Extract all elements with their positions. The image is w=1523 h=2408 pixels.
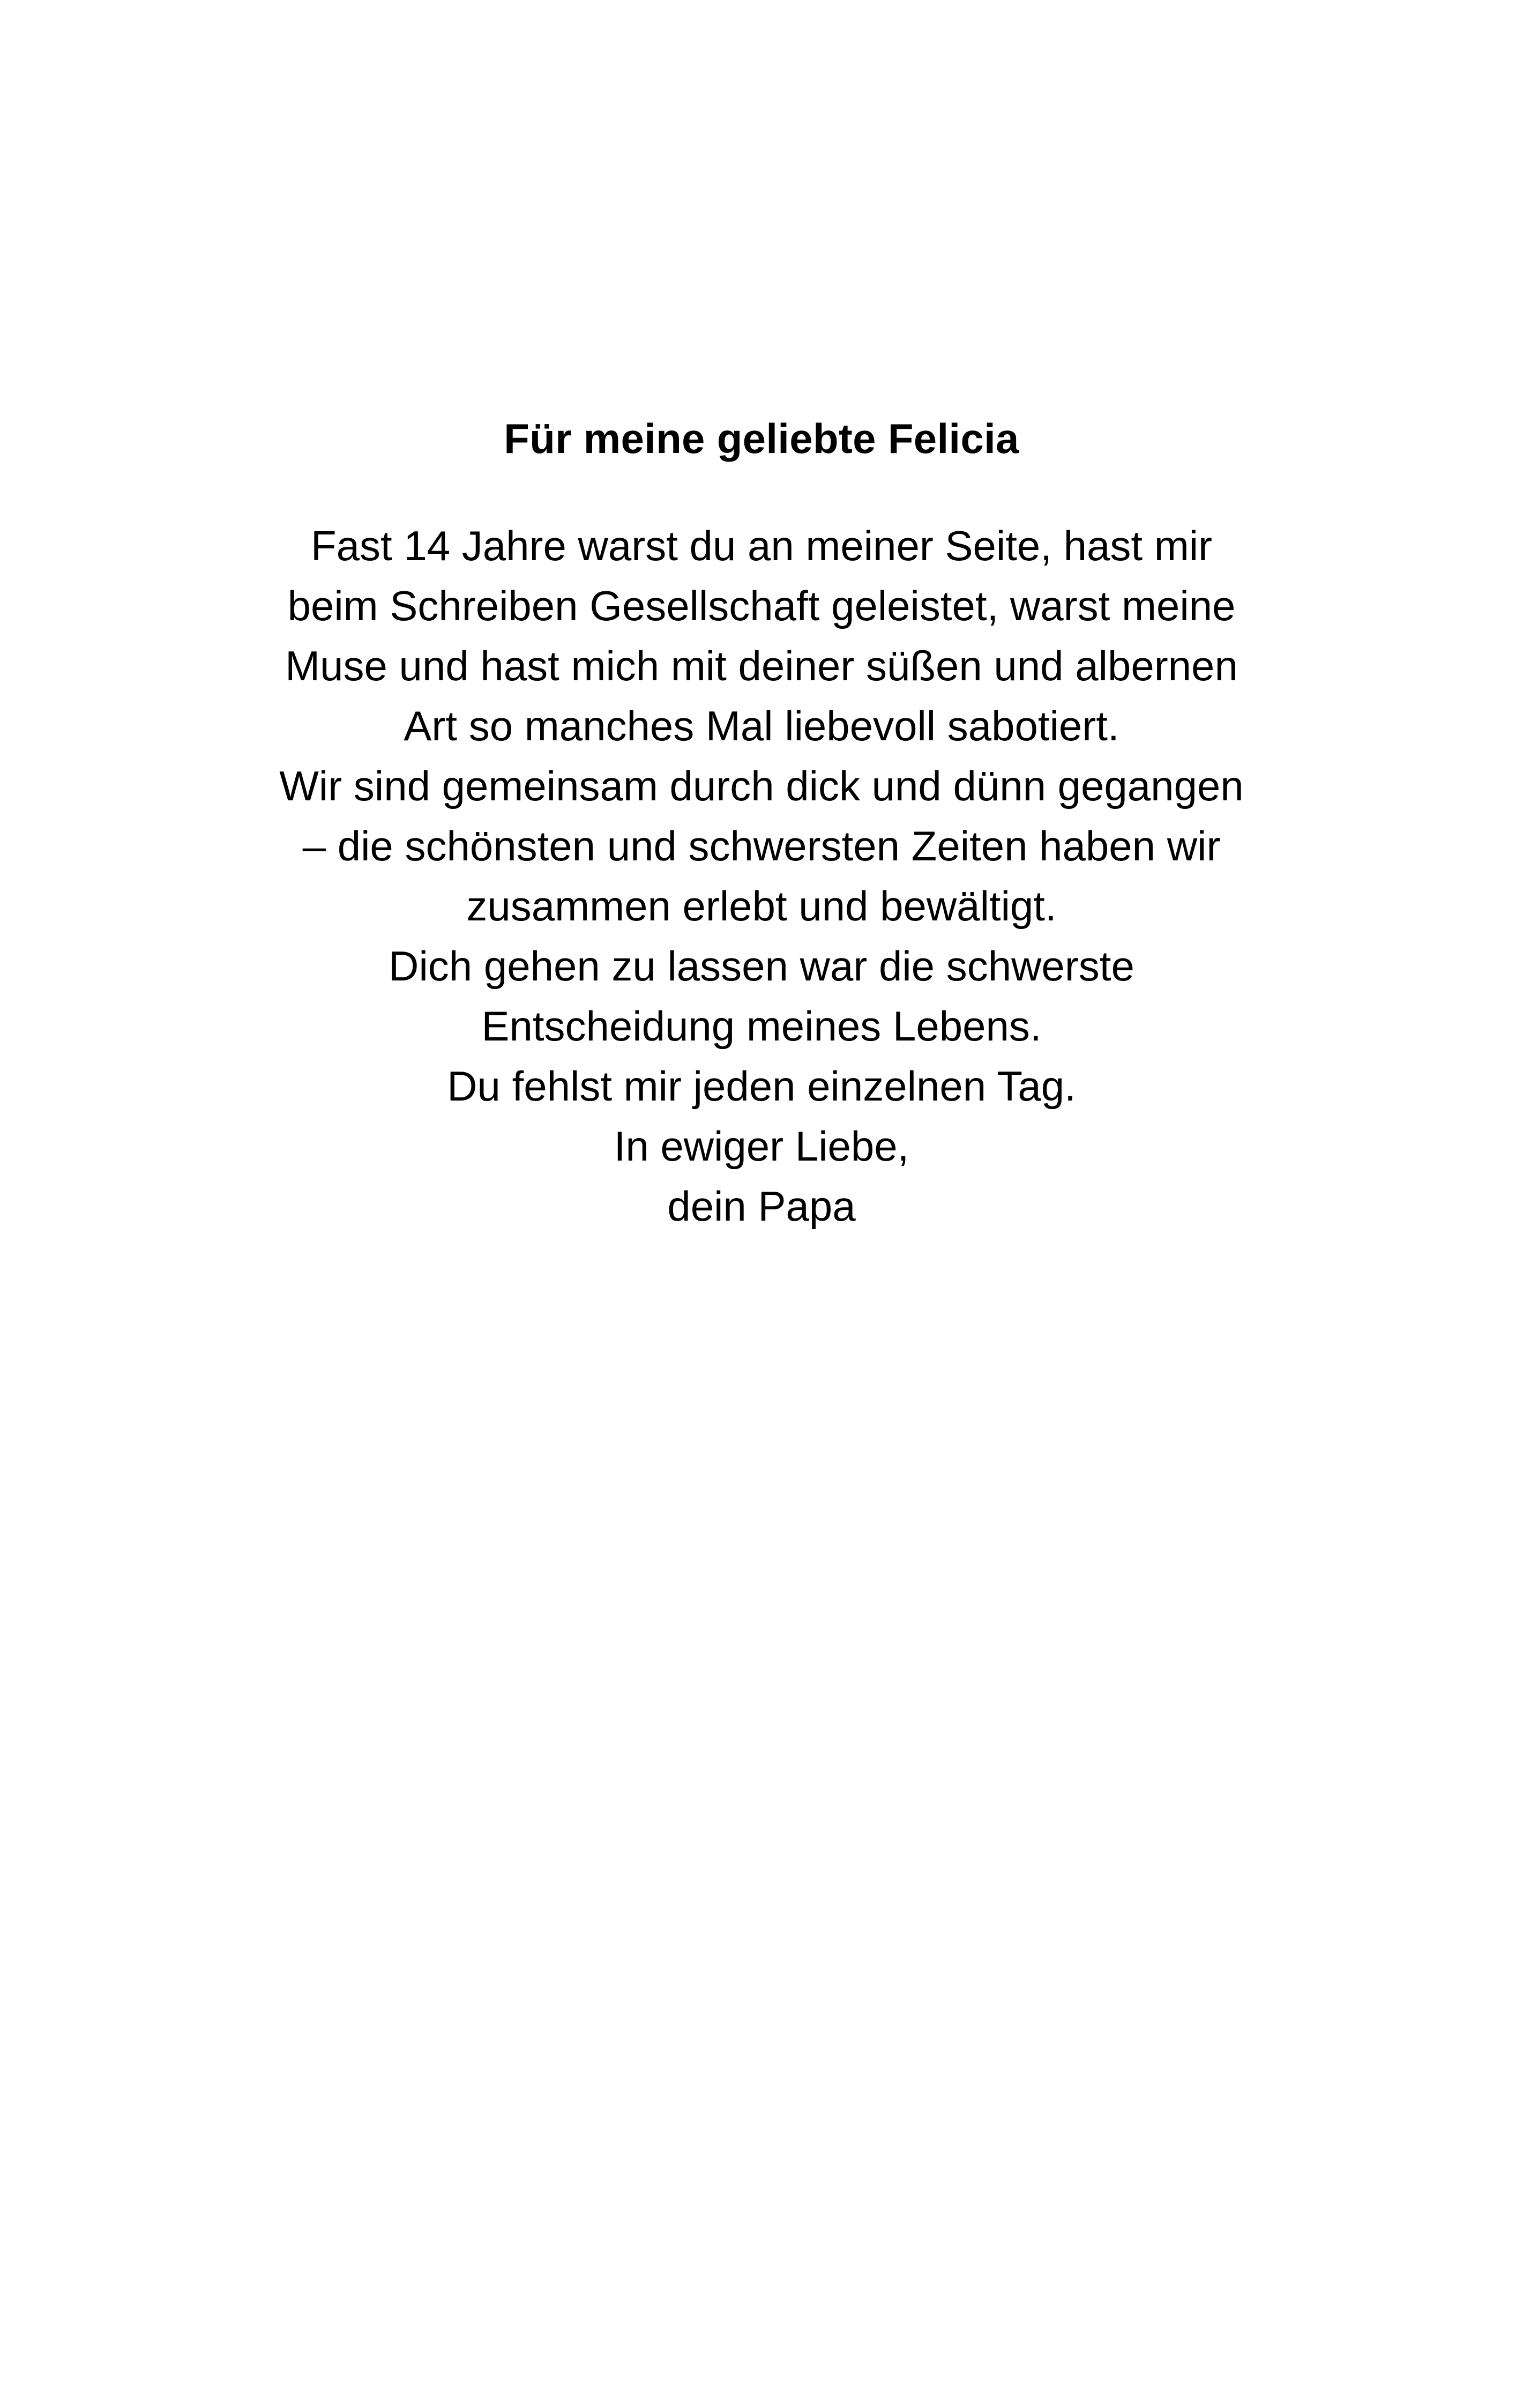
dedication-line: Entscheidung meines Lebens. [481, 1002, 1042, 1050]
dedication-line: beim Schreiben Gesellschaft geleistet, warst meine [287, 582, 1236, 629]
dedication-title: Für meine geliebte Felicia [504, 415, 1019, 462]
dedication-text [0, 516, 1523, 1236]
dedication-line: Fast 14 Jahre warst du an meiner Seite, hast mir [310, 522, 1213, 569]
dedication-line: zusammen erlebt und bewältigt. [466, 882, 1057, 930]
dedication-line: Muse und hast mich mit deiner süßen und albernen [285, 642, 1238, 689]
dedication-line: Wir sind gemeinsam durch dick und dünn gegangen [279, 762, 1244, 809]
dedication-closing: In ewiger Liebe, [614, 1123, 909, 1170]
dedication-line: Du fehlst mir jeden einzelnen Tag. [447, 1062, 1076, 1110]
dedication-line: Art so manches Mal liebevoll sabotiert. [404, 702, 1119, 749]
dedication-line: – die schönsten und schwersten Zeiten haben wir [302, 822, 1221, 869]
dedication-line: Dich gehen zu lassen war die schwerste [389, 942, 1134, 990]
dedication-signature: dein Papa [667, 1183, 856, 1230]
